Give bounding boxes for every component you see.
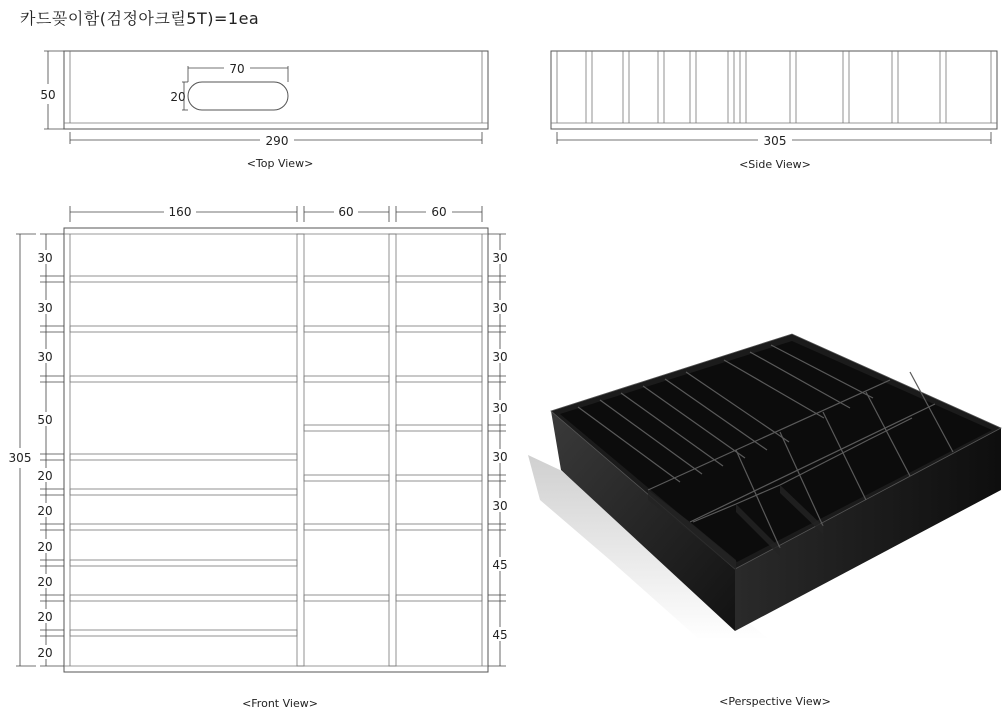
drawing-title: 카드꽂이함(검정아크릴5T)=1ea [20, 9, 260, 28]
top-slot-width-label: 70 [229, 62, 245, 76]
side-view-outline [551, 51, 997, 129]
right-dim-label: 30 [492, 450, 508, 464]
right-dim-label: 45 [492, 558, 508, 572]
divider-vertical-2 [389, 234, 396, 666]
right-dim-label: 30 [492, 251, 508, 265]
middle-column-shelves [304, 276, 389, 601]
side-view [551, 51, 997, 171]
card-slot-opening [188, 82, 288, 110]
right-dim-label: 45 [492, 628, 508, 642]
left-dimension-labels [34, 250, 56, 660]
left-dimension-chain-lines [40, 234, 64, 666]
front-col2-width-label: 60 [338, 205, 354, 219]
left-dim-label: 20 [37, 504, 53, 518]
perspective-view [528, 334, 1001, 708]
left-dim-label: 50 [37, 413, 53, 427]
left-dim-label: 20 [37, 610, 53, 624]
divider-vertical-1 [297, 234, 304, 666]
front-col1-width-label: 160 [168, 205, 192, 219]
right-column-shelves [396, 276, 482, 601]
left-dim-label: 30 [37, 251, 53, 265]
top-view-caption: <Top View> [246, 157, 314, 170]
top-height-label: 50 [40, 88, 56, 102]
right-dim-label: 30 [492, 401, 508, 415]
top-view [40, 51, 488, 170]
left-dim-label: 30 [37, 301, 53, 315]
left-dim-label: 20 [37, 540, 53, 554]
front-col3-width-label: 60 [431, 205, 447, 219]
left-column-shelves [70, 276, 297, 636]
right-dim-label: 30 [492, 301, 508, 315]
front-total-height-label: 305 [8, 451, 32, 465]
front-view-outline [64, 228, 488, 672]
right-dim-label: 30 [492, 499, 508, 513]
perspective-view-caption: <Perspective View> [719, 695, 831, 708]
front-view-caption: <Front View> [242, 697, 318, 710]
right-dim-label: 30 [492, 350, 508, 364]
top-slot-height-label: 20 [170, 90, 186, 104]
top-length-label: 290 [265, 134, 289, 148]
left-dim-label: 20 [37, 575, 53, 589]
top-view-outline [64, 51, 488, 129]
left-dim-label: 20 [37, 646, 53, 660]
front-view [9, 205, 511, 710]
left-dim-label: 20 [37, 469, 53, 483]
left-dim-label: 30 [37, 350, 53, 364]
side-view-caption: <Side View> [739, 158, 811, 171]
side-length-label: 305 [763, 134, 787, 148]
